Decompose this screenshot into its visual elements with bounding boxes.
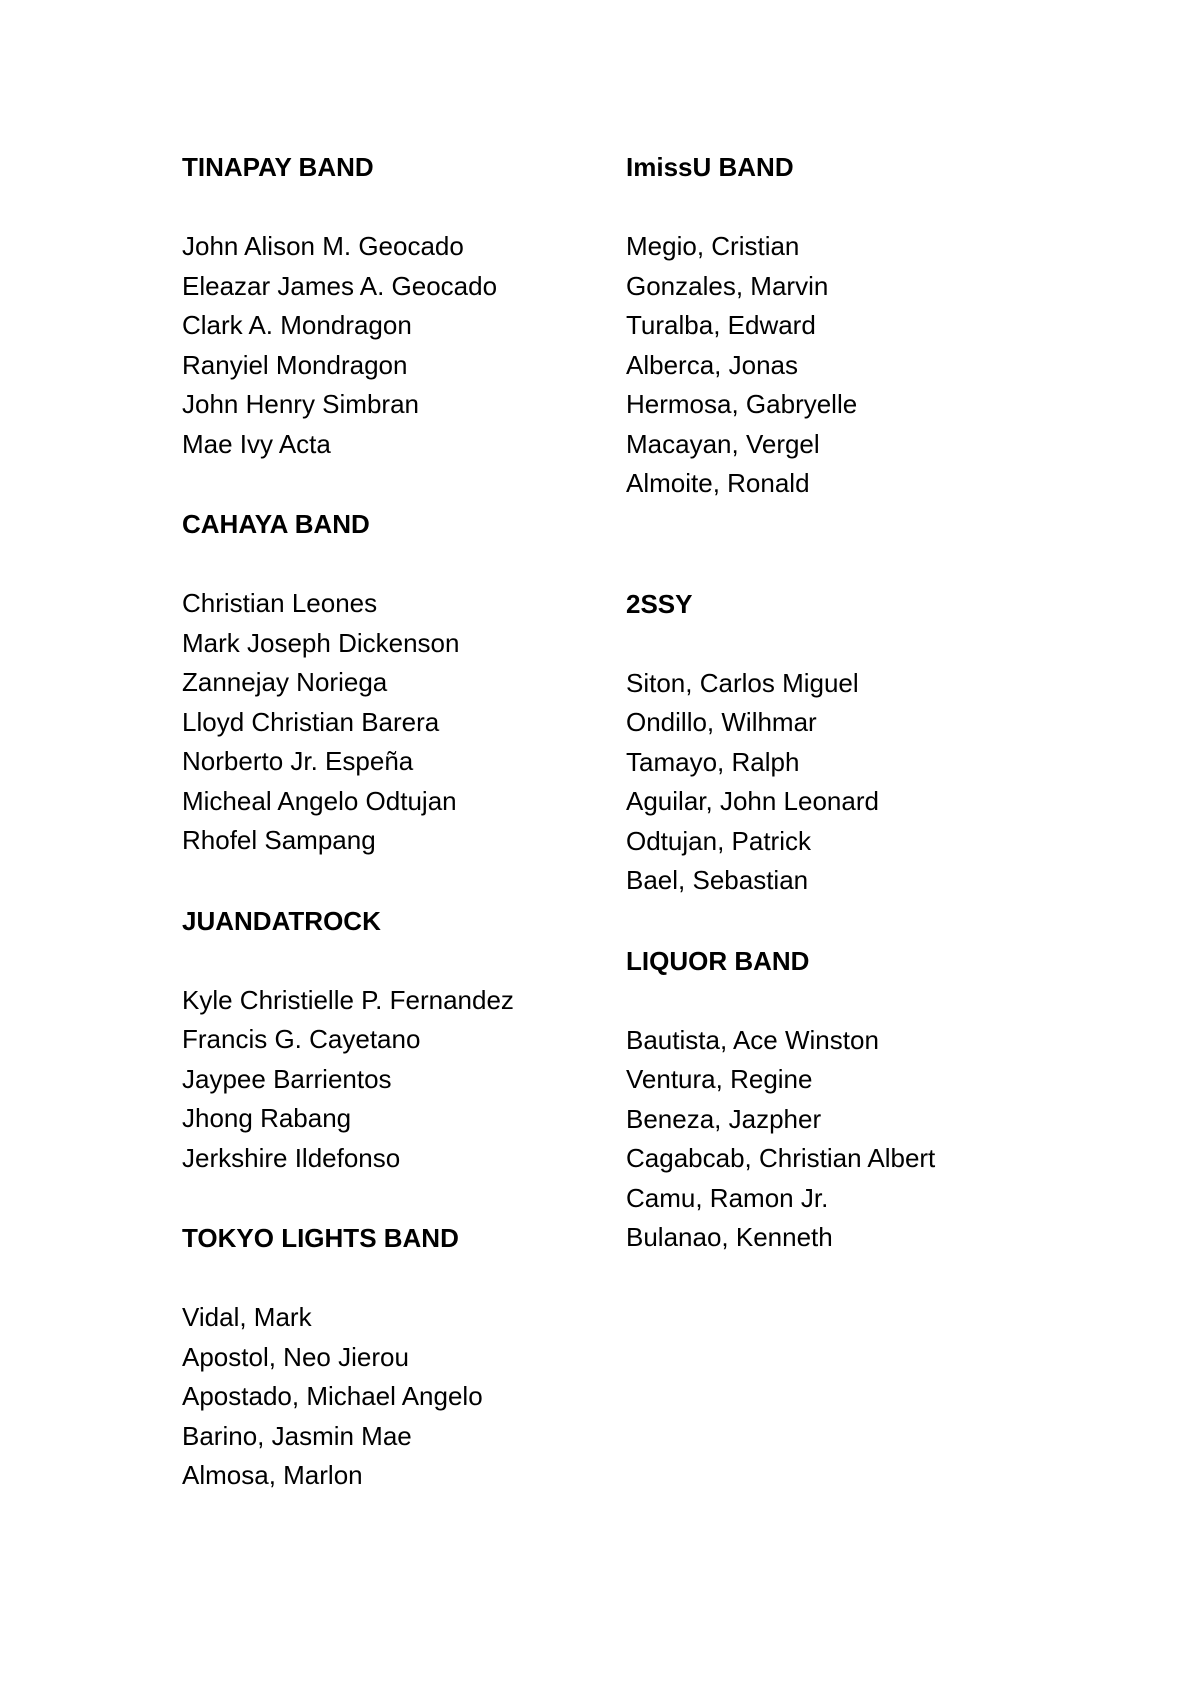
- band-title: TINAPAY BAND: [182, 152, 374, 182]
- member-name: Cagabcab, Christian Albert: [626, 1143, 936, 1173]
- band-tinapay: [182, 148, 602, 464]
- member-list: [626, 1021, 1046, 1258]
- member-name: Bautista, Ace Winston: [626, 1024, 879, 1055]
- member-name: Norberto Jr. Espeña: [182, 746, 414, 776]
- member-name: Francis G. Cayetano: [182, 1024, 421, 1054]
- member-name: Zannejay Noriega: [182, 667, 388, 697]
- band-title: CAHAYA BAND: [182, 509, 370, 539]
- left-column: [182, 148, 602, 1496]
- member-name: Aguilar, John Leonard: [626, 786, 879, 816]
- member-name: Jaypee Barrientos: [182, 1063, 392, 1094]
- member-name: Eleazar James A. Geocado: [182, 270, 498, 301]
- member-list: [626, 227, 1046, 504]
- member-name: Beneza, Jazpher: [626, 1103, 822, 1134]
- member-name: Almoite, Ronald: [626, 468, 810, 498]
- member-name: Jerkshire Ildefonso: [182, 1142, 401, 1173]
- band-title: 2SSY: [626, 588, 693, 619]
- member-list: [626, 664, 1046, 901]
- member-list: [182, 981, 602, 1179]
- band-tokyo-lights: [182, 1219, 602, 1496]
- member-name: Odtujan, Patrick: [626, 825, 811, 856]
- member-list: [182, 1298, 602, 1496]
- band-juandatrock: [182, 902, 602, 1179]
- member-name: Hermosa, Gabryelle: [626, 389, 858, 419]
- member-name: Christian Leones: [182, 588, 378, 618]
- member-name: Gonzales, Marvin: [626, 270, 829, 301]
- member-name: Apostado, Michael Angelo: [182, 1381, 483, 1411]
- member-name: Ranyiel Mondragon: [182, 349, 408, 380]
- member-name: Bulanao, Kenneth: [626, 1222, 833, 1252]
- member-name: Megio, Cristian: [626, 231, 800, 261]
- member-name: John Alison M. Geocado: [182, 231, 464, 261]
- band-cahaya: [182, 505, 602, 861]
- member-name: Ondillo, Wilhmar: [626, 707, 817, 737]
- band-title: TOKYO LIGHTS BAND: [182, 1223, 459, 1253]
- member-name: John Henry Simbran: [182, 389, 419, 419]
- member-name: Mark Joseph Dickenson: [182, 627, 460, 658]
- member-name: Kyle Christielle P. Fernandez: [182, 984, 514, 1015]
- member-name: Tamayo, Ralph: [626, 746, 800, 777]
- member-name: Rhofel Sampang: [182, 825, 376, 855]
- member-name: Apostol, Neo Jierou: [182, 1341, 409, 1372]
- member-name: Mae Ivy Acta: [182, 428, 331, 459]
- right-column: [626, 148, 1046, 1258]
- band-title: LIQUOR BAND: [626, 945, 810, 976]
- member-list: [182, 584, 602, 861]
- member-name: Lloyd Christian Barera: [182, 706, 440, 737]
- member-name: Camu, Ramon Jr.: [626, 1182, 829, 1213]
- band-2ssy: [626, 585, 1046, 901]
- member-name: Jhong Rabang: [182, 1103, 352, 1133]
- band-imissu: [626, 148, 1046, 504]
- member-list: [182, 227, 602, 464]
- member-name: Vidal, Mark: [182, 1302, 312, 1332]
- member-name: Almosa, Marlon: [182, 1460, 363, 1490]
- band-title: ImissU BAND: [626, 152, 794, 182]
- member-name: Siton, Carlos Miguel: [626, 667, 859, 698]
- member-name: Bael, Sebastian: [626, 865, 809, 895]
- member-name: Turalba, Edward: [626, 310, 816, 340]
- member-name: Micheal Angelo Odtujan: [182, 785, 457, 816]
- band-liquor: [626, 942, 1046, 1258]
- member-name: Macayan, Vergel: [626, 428, 820, 459]
- member-name: Clark A. Mondragon: [182, 310, 412, 340]
- member-name: Barino, Jasmin Mae: [182, 1420, 412, 1451]
- member-name: Ventura, Regine: [626, 1064, 813, 1094]
- member-name: Alberca, Jonas: [626, 349, 798, 380]
- band-title: JUANDATROCK: [182, 905, 381, 936]
